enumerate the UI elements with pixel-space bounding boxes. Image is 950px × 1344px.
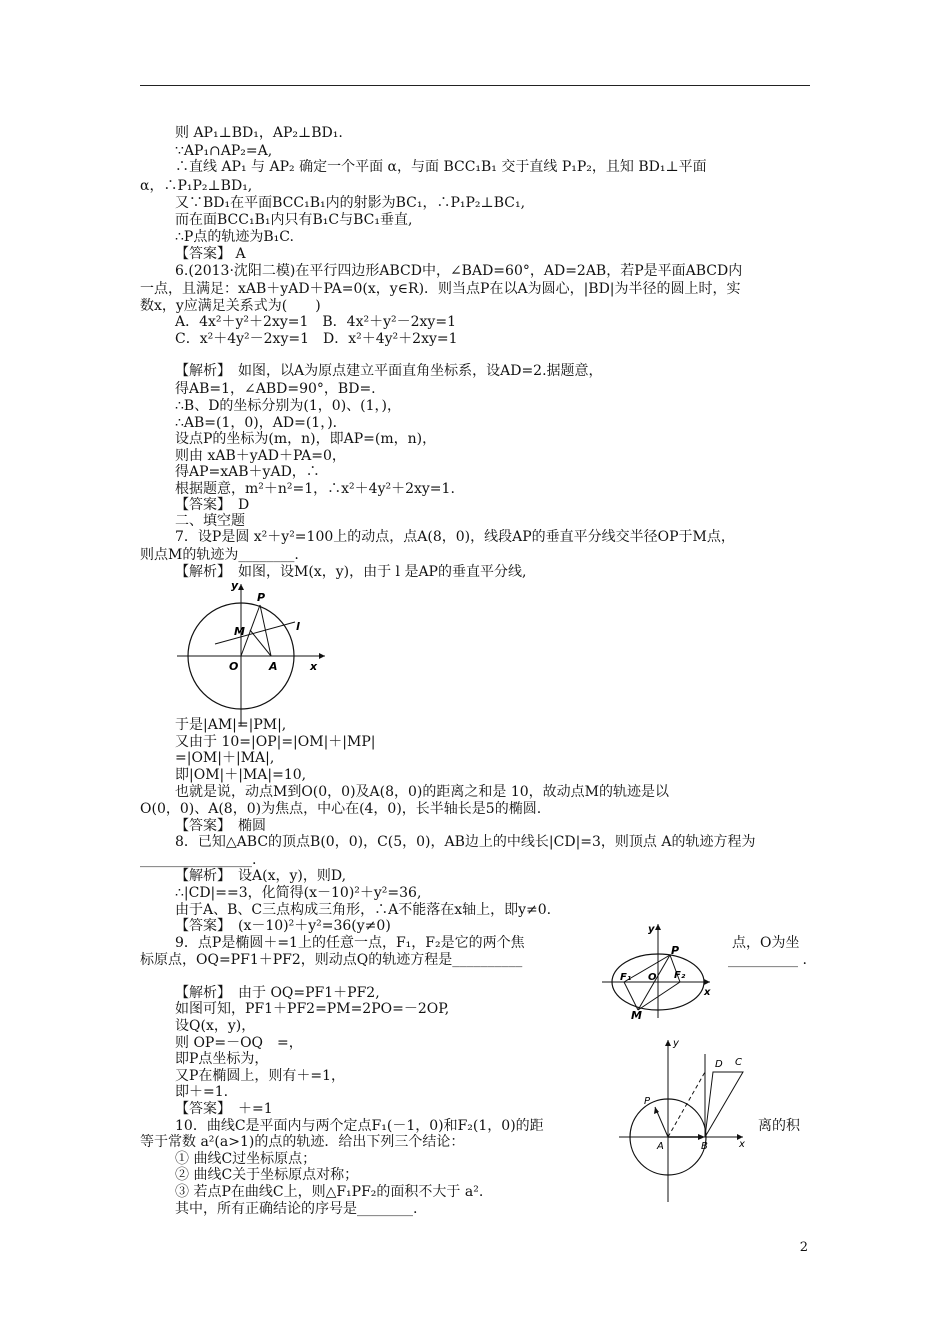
figure-label: P — [671, 944, 680, 957]
choice-line: A．4x²＋y²＋2xy=1 B．4x²＋y²－2xy=1 — [175, 314, 456, 330]
question-8: 8．已知△ABC的顶点B(0，0)，C(5，0)，AB边上的中线长|CD|=3，则顶点 A的轨迹方程为 — [175, 834, 756, 850]
answer-line: 【答案】 (x－10)²＋y²=36(y≠0) — [175, 918, 391, 934]
text-line: 等于常数 a²(a>1)的点的轨迹．给出下列三个结论： — [140, 1134, 465, 1150]
figure-label: D — [715, 1059, 723, 1070]
text-line: ∴AB=(1，0)，AD=(1，)． — [175, 415, 347, 431]
figure-label: F₂ — [674, 970, 686, 981]
text-line: 设Q(x，y)， — [175, 1018, 256, 1034]
figure-circle-ellipse-locus — [175, 578, 335, 728]
text-line: ∴B、D的坐标分别为(1，0)、(1，)， — [175, 398, 401, 414]
figure-label: M — [234, 625, 245, 638]
answer-line: 【答案】 A — [175, 246, 246, 262]
text-line: ∴P点的轨迹为B₁C. — [175, 229, 294, 245]
text-line: ① 曲线C过坐标原点； — [175, 1151, 317, 1167]
question-9: 9．点P是椭圆＋=1上的任意一点，F₁，F₂是它的两个焦 — [175, 935, 525, 951]
section-heading: 二、填空题 — [175, 513, 245, 529]
figure-label: O — [648, 972, 657, 983]
text-line: ② 曲线C关于坐标原点对称； — [175, 1167, 359, 1183]
text-line: α，∴P₁P₂⊥BD₁, — [140, 178, 253, 194]
text-line: 其中，所有正确结论的序号是________. — [175, 1201, 418, 1217]
text-line: 也就是说，动点M到O(0，0)及A(8，0)的距离之和是 10，故动点M的轨迹是以 — [175, 784, 669, 800]
text-line: 离的积 — [758, 1118, 800, 1134]
answer-line: 【答案】 D — [175, 497, 250, 513]
text-line: 则点M的轨迹为________. — [140, 547, 299, 563]
text-line: 设点P的坐标为(m，n)，即AP=(m，n)， — [175, 431, 437, 447]
text-line: 根据题意，m²＋n²=1，∴x²＋4y²＋2xy=1. — [175, 481, 455, 497]
answer-line: 【答案】 ＋=1 — [175, 1101, 273, 1117]
figure-label: O — [229, 660, 239, 673]
figure-parallelogram-coords — [615, 1032, 760, 1207]
analysis-line: 【解析】 由于 OQ=PF1＋PF2, — [175, 985, 380, 1001]
figure-label: x — [704, 987, 711, 998]
figure-label: A — [269, 660, 278, 673]
text-line: 则 OP=－OQ =， — [175, 1035, 303, 1051]
header-rule — [140, 85, 810, 86]
analysis-line: 【解析】 如图，设M(x，y)，由于 l 是AP的垂直平分线, — [175, 564, 527, 580]
figure-label: C — [735, 1057, 742, 1068]
figure-label: l — [296, 620, 300, 633]
figure-label: x — [739, 1139, 745, 1150]
figure-label: F₁ — [620, 972, 632, 983]
text-line: 则由 xAB＋yAD＋PA=0， — [175, 448, 346, 464]
text-line: 数x，y应满足关系式为( ) — [140, 298, 321, 314]
text-line: 于是|AM|=|PM|, — [175, 717, 287, 733]
text-line: 由于A、B、C三点构成三角形，∴A不能落在x轴上，即y≠0. — [175, 902, 552, 918]
text-line: O(0，0)、A(8，0)为焦点，中心在(4，0)，长半轴长是5的椭圆. — [140, 801, 542, 817]
text-line: 得AP=xAB＋yAD，∴ — [175, 464, 320, 480]
figure-label: B — [701, 1141, 708, 1152]
figure-label: M — [631, 1009, 642, 1020]
text-line: ________________. — [140, 852, 257, 868]
question-10: 10．曲线C是平面内与两个定点F₁(－1，0)和F₂(1，0)的距 — [175, 1118, 544, 1134]
text-line: 一点，且满足：xAB＋yAD＋PA=0(x，y∈R)．则当点P在以A为圆心，|BD|为半径的圆上时，实 — [140, 281, 741, 297]
analysis-line: 【解析】 如图，以A为原点建立平面直角坐标系，设AD=2.据题意， — [175, 363, 603, 379]
question-7: 7．设P是圆 x²＋y²=100上的动点，点A(8，0)，线段AP的垂直平分线交半径OP于M点， — [175, 529, 735, 545]
figure-ellipse-foci — [598, 920, 718, 1020]
figure-label: P — [644, 1096, 651, 1107]
text-line: 又由于 10=|OP|=|OM|＋|MP| — [175, 734, 376, 750]
text-line: ∴|CD|==3，化简得(x－10)²＋y²=36, — [175, 885, 422, 901]
figure-label: P — [257, 591, 266, 604]
text-line: 即|OM|＋|MA|=10, — [175, 767, 307, 783]
text-line: __________ . — [728, 952, 807, 968]
analysis-line: 【解析】 设A(x，y)，则D, — [175, 868, 347, 884]
text-line: 得AB=1，∠ABD=90°，BD=. — [175, 381, 376, 397]
text-line: =|OM|＋|MA|, — [175, 750, 275, 766]
text-line: 又∵BD₁在平面BCC₁B₁内的射影为BC₁，∴P₁P₂⊥BC₁, — [175, 195, 526, 211]
text-line: ∴直线 AP₁ 与 AP₂ 确定一个平面 α，与面 BCC₁B₁ 交于直线 P₁P₂，且知 BD₁⊥平面 — [175, 159, 707, 175]
text-line: 则 AP₁⊥BD₁，AP₂⊥BD₁. — [175, 125, 343, 141]
text-line: 即＋=1. — [175, 1084, 229, 1100]
figure-label: x — [310, 660, 318, 673]
text-line: 而在面BCC₁B₁内只有B₁C与BC₁垂直, — [175, 212, 413, 228]
answer-line: 【答案】 椭圆 — [175, 818, 266, 834]
text-line: ③ 若点P在曲线C上，则△F₁PF₂的面积不大于 a². — [175, 1184, 484, 1200]
figure-label: y — [673, 1038, 679, 1049]
figure-label: A — [657, 1141, 664, 1152]
text-line: 如图可知，PF1＋PF2=PM=2PO=－2OP, — [175, 1001, 450, 1017]
text-line: 即P点坐标为， — [175, 1051, 269, 1067]
choice-line: C．x²＋4y²－2xy=1 D．x²＋4y²＋2xy=1 — [175, 331, 458, 347]
page-number: 2 — [799, 1240, 808, 1255]
question-6: 6.(2013·沈阳二模)在平行四边形ABCD中，∠BAD=60°，AD=2AB，若P是平面ABCD内 — [175, 263, 743, 279]
figure-label: y — [231, 579, 239, 592]
text-line: ∵AP₁∩AP₂=A, — [175, 143, 273, 159]
figure-label: y — [648, 924, 655, 935]
text-line: 标原点，OQ=PF1＋PF2，则动点Q的轨迹方程是__________ — [140, 952, 523, 968]
text-line: 又P在椭圆上，则有＋=1， — [175, 1068, 346, 1084]
text-line: 点，O为坐 — [732, 935, 800, 951]
